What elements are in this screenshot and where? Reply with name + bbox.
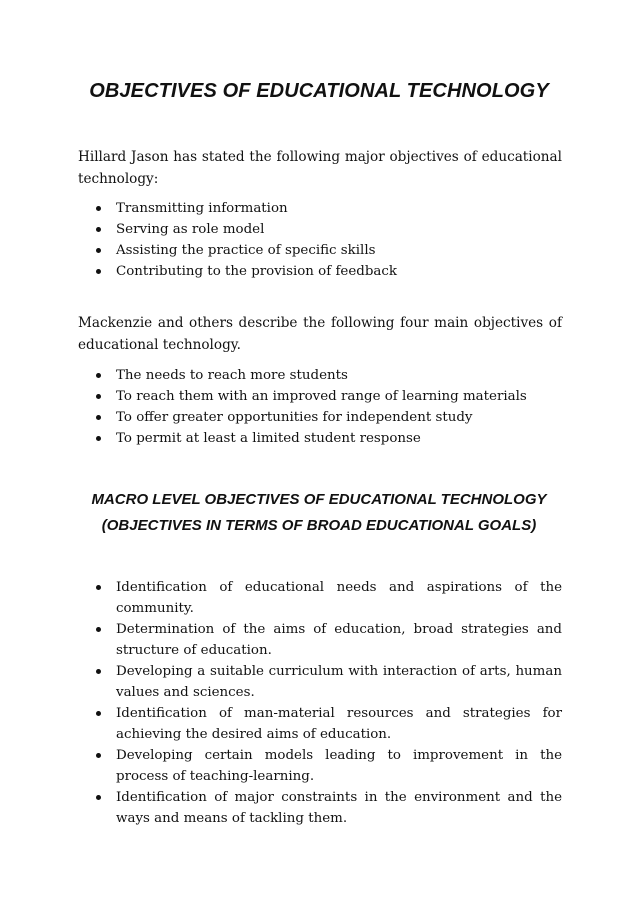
section2-bullet-list [96, 365, 566, 449]
list-item-text: To permit at least a limited student response [116, 431, 421, 446]
list-item [96, 365, 566, 386]
bullet-icon [96, 436, 101, 441]
list-item [96, 703, 562, 745]
bullet-icon [96, 373, 101, 378]
section2-intro: Mackenzie and others describe the following four main objectives of educational technology. [78, 315, 562, 353]
section1-bullet-list [96, 198, 566, 282]
macro-bullet-list [96, 577, 562, 829]
list-item [96, 198, 566, 219]
list-item-text: The needs to reach more students [116, 368, 348, 383]
macro-heading-line2: (OBJECTIVES IN TERMS OF BROAD EDUCATIONAL GOALS) [101, 517, 537, 534]
section1-intro: Hillard Jason has stated the following major objectives of educational technology: [78, 149, 562, 187]
list-item-text: Identification of man-material resources and strategies for achieving the desired aims of education. [116, 706, 562, 742]
list-item [96, 240, 566, 261]
list-item [96, 261, 566, 282]
list-item-text: To reach them with an improved range of learning materials [116, 389, 527, 404]
list-item [96, 219, 566, 240]
list-item-text: Determination of the aims of education, broad strategies and structure of education. [116, 622, 562, 658]
bullet-icon [96, 711, 101, 716]
bullet-icon [96, 248, 101, 253]
list-item-text: Developing certain models leading to improvement in the process of teaching-learning. [116, 748, 562, 784]
list-item [96, 386, 566, 407]
list-item-text: Identification of major constraints in the environment and the ways and means of tackling them. [116, 790, 562, 826]
list-item [96, 661, 562, 703]
list-item-text: Serving as role model [116, 222, 265, 237]
macro-heading-line1: MACRO LEVEL OBJECTIVES OF EDUCATIONAL TECHNOLOGY [91, 491, 547, 508]
list-item [96, 787, 562, 829]
bullet-icon [96, 415, 101, 420]
list-item-text: Transmitting information [116, 201, 288, 216]
bullet-icon [96, 227, 101, 232]
list-item-text: Assisting the practice of specific skills [116, 243, 376, 258]
list-item [96, 619, 562, 661]
bullet-icon [96, 753, 101, 758]
bullet-icon [96, 627, 101, 632]
list-item [96, 428, 566, 449]
bullet-icon [96, 669, 101, 674]
page-title: OBJECTIVES OF EDUCATIONAL TECHNOLOGY [89, 80, 549, 102]
list-item [96, 745, 562, 787]
list-item-text: Developing a suitable curriculum with interaction of arts, human values and sciences. [116, 664, 562, 700]
bullet-icon [96, 394, 101, 399]
bullet-icon [96, 206, 101, 211]
list-item-text: To offer greater opportunities for independent study [116, 410, 473, 425]
list-item-text: Contributing to the provision of feedback [116, 264, 397, 279]
bullet-icon [96, 795, 101, 800]
list-item [96, 577, 562, 619]
bullet-icon [96, 585, 101, 590]
list-item-text: Identification of educational needs and aspirations of the community. [116, 580, 562, 616]
bullet-icon [96, 269, 101, 274]
list-item [96, 407, 566, 428]
